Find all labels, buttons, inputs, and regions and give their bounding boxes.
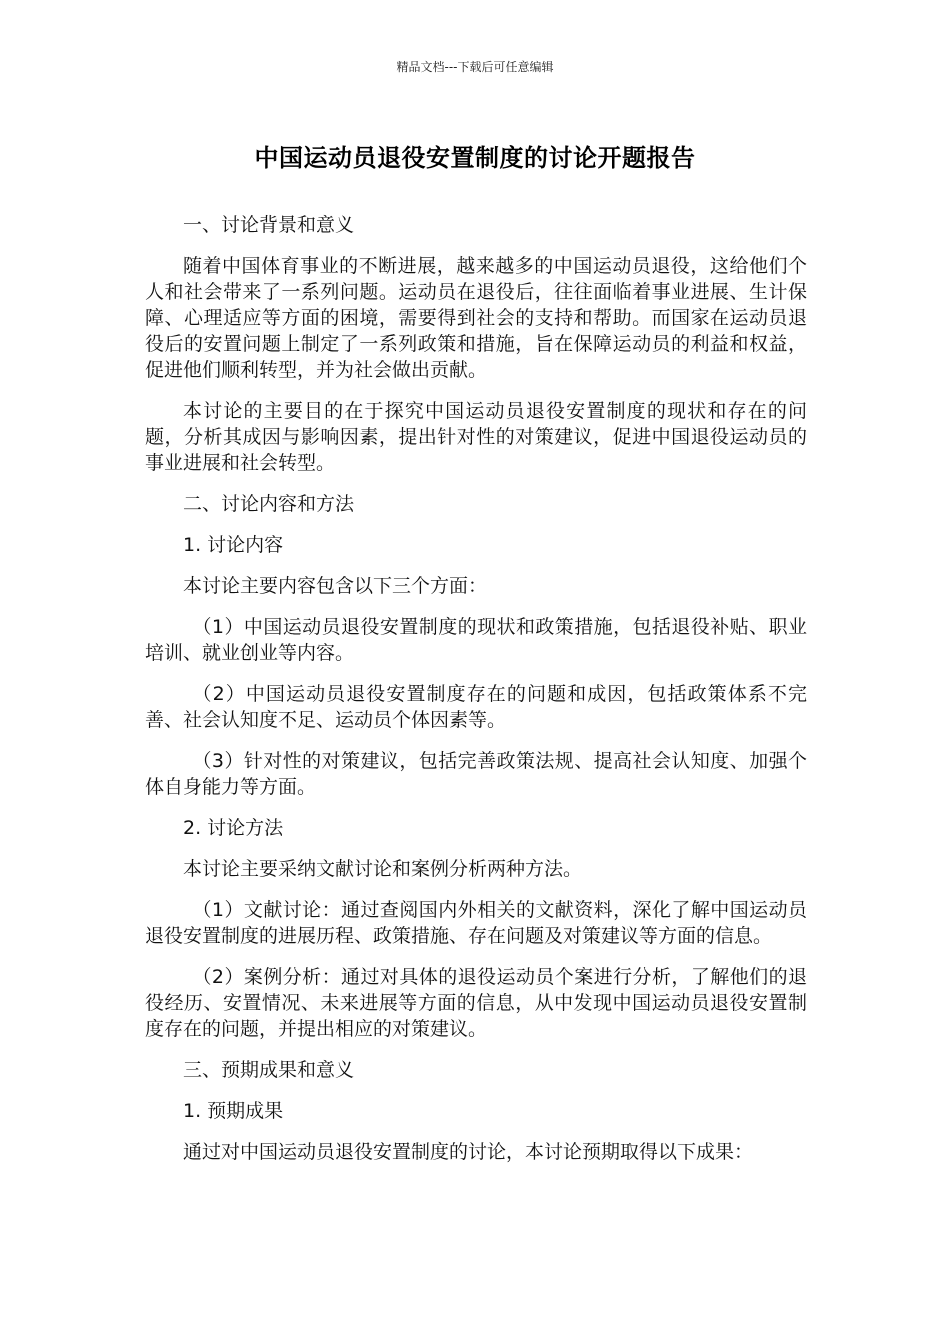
subheading-content: 1. 讨论内容 bbox=[183, 534, 284, 556]
section-heading-results: 三、预期成果和意义 bbox=[183, 1059, 355, 1081]
section-heading-background: 一、讨论背景和意义 bbox=[183, 214, 355, 236]
method-item-2: （2）案例分析：通过对具体的退役运动员个案进行分析，了解他们的退役经历、安置情况、未来进展等方面的信息，从中发现中国运动员退役安置制度存在的问题，并提出相应的对策建议。 bbox=[145, 966, 807, 1040]
subheading-method: 2. 讨论方法 bbox=[183, 817, 284, 839]
method-item-1: （1）文献讨论：通过查阅国内外相关的文献资料，深化了解中国运动员退役安置制度的进展历程、政策措施、存在问题及对策建议等方面的信息。 bbox=[145, 899, 807, 947]
paragraph-purpose: 本讨论的主要目的在于探究中国运动员退役安置制度的现状和存在的问题，分析其成因与影响因素，提出针对性的对策建议，促进中国退役运动员的事业进展和社会转型。 bbox=[145, 400, 807, 474]
document-body bbox=[145, 212, 807, 1180]
paragraph-method-intro: 本讨论主要采纳文献讨论和案例分析两种方法。 bbox=[183, 858, 583, 880]
document-title: 中国运动员退役安置制度的讨论开题报告 bbox=[254, 144, 696, 172]
paragraph-expected-results: 通过对中国运动员退役安置制度的讨论，本讨论预期取得以下成果： bbox=[183, 1141, 754, 1163]
subheading-expected-results: 1. 预期成果 bbox=[183, 1100, 284, 1122]
content-item-1: （1）中国运动员退役安置制度的现状和政策措施，包括退役补贴、职业培训、就业创业等内容。 bbox=[145, 616, 807, 664]
content-item-2: （2）中国运动员退役安置制度存在的问题和成因，包括政策体系不完善、社会认知度不足、运动员个体因素等。 bbox=[145, 683, 807, 731]
header-note: 精品文档---下载后可任意编辑 bbox=[396, 60, 554, 74]
section-heading-content-method: 二、讨论内容和方法 bbox=[183, 493, 355, 515]
paragraph-background: 随着中国体育事业的不断进展，越来越多的中国运动员退役，这给他们个人和社会带来了一系列问题。运动员在退役后，往往面临着事业进展、生计保障、心理适应等方面的困境，需要得到社会的支持和帮助。而国家在运动员退役后的安置问题上制定了一系列政策和措施，旨在保障运动员的利益和权益，促进他们顺利转型，并为社会做出贡献。 bbox=[145, 255, 807, 381]
content-item-3: （3）针对性的对策建议，包括完善政策法规、提高社会认知度、加强个体自身能力等方面。 bbox=[145, 750, 807, 798]
paragraph-content-intro: 本讨论主要内容包含以下三个方面： bbox=[183, 575, 488, 597]
